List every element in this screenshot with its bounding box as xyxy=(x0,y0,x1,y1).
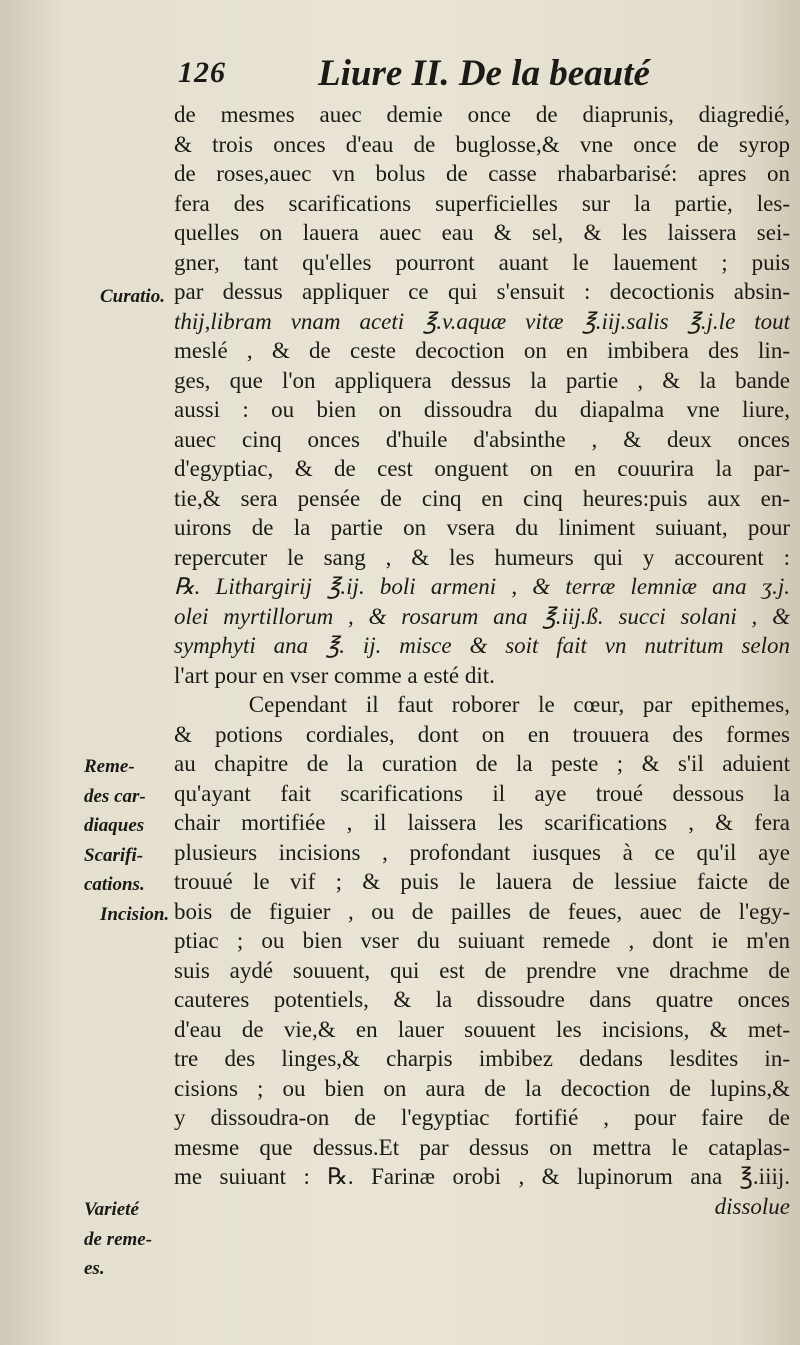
text-line: olei myrtillorum , & rosarum ana ℥.iij.ß. succi solani , & xyxy=(174,603,790,629)
text-line: de mesmes auec demie once de diaprunis, diagredié, xyxy=(174,102,790,127)
text-line: ℞. Lithargirij ℥.ij. boli armeni , & terræ lemniæ ana ʒ.j. xyxy=(174,574,790,599)
margin-note-line: cations. xyxy=(84,874,145,895)
running-title: Liure II. De la beauté xyxy=(318,53,650,94)
text-line: plusieurs incisions , profondant iusques à ce qu'il aye xyxy=(174,839,790,865)
text-line: qu'ayant fait scarifications il aye troué dessous la xyxy=(174,780,790,806)
margin-note-variete xyxy=(0,1195,172,1284)
margin-note-line: Curatio. xyxy=(100,286,165,307)
text-line: ges, que l'on appliquera dessus la partie , & la bande xyxy=(174,367,790,393)
margin-note-remedes xyxy=(0,752,172,929)
margin-note-curatio xyxy=(0,282,172,312)
catchword: dissolue xyxy=(714,1193,790,1219)
text-line: & trois onces d'eau de buglosse,& vne once de syrop xyxy=(174,131,790,157)
text-line: quelles on lauera auec eau & sel, & les laissera sei- xyxy=(174,220,790,245)
text-line: cisions ; ou bien on aura de la decoction de lupins,& xyxy=(174,1075,790,1101)
text-line: y dissoudra-on de l'egyptiac fortifié , pour faire de xyxy=(174,1105,790,1130)
text-line: d'egyptiac, & de cest onguent on en couurira la par- xyxy=(174,456,790,481)
text-line: mesme que dessus.Et par dessus on mettra le cataplas- xyxy=(174,1134,790,1160)
text-line: uirons de la partie on vsera du liniment suiuant, pour xyxy=(174,515,790,540)
text-line: chair mortifiée , il laissera les scarifications , & fera xyxy=(174,810,790,835)
text-line: & potions cordiales, dont on en trouuera des formes xyxy=(174,721,790,747)
text-line: trouué le vif ; & puis le lauera de lessiue faicte de xyxy=(174,869,790,894)
text-line: meslé , & de ceste decoction on en imbibera des lin- xyxy=(174,338,790,363)
text-line: ptiac ; ou bien vser du suiuant remede , dont ie m'en xyxy=(174,928,790,953)
text-line: cauteres potentiels, & la dissoudre dans quatre onces xyxy=(174,987,790,1012)
text-line: par dessus appliquer ce qui s'ensuit : decoctionis absin- xyxy=(174,279,790,304)
text-line: l'art pour en vser comme a esté dit. xyxy=(174,662,495,688)
text-line: gner, tant qu'elles pourront auant le lauement ; puis xyxy=(174,249,790,275)
text-line: fera des scarifications superficielles sur la partie, les- xyxy=(174,190,790,216)
text-line: me suiuant : ℞. Farinæ orobi , & lupinorum ana ℥.iiij. xyxy=(174,1164,790,1189)
page-header xyxy=(178,52,740,96)
text-line: auec cinq onces d'huile d'absinthe , & deux onces xyxy=(174,426,790,452)
margin-note-line: diaques xyxy=(84,815,145,836)
text-line: symphyti ana ℥. ij. misce & soit fait vn nutritum selon xyxy=(174,633,790,658)
body-text xyxy=(174,100,790,1221)
margin-note-line: Reme- xyxy=(84,756,135,777)
margin-note-line: de reme- xyxy=(84,1228,153,1250)
text-line: repercuter le sang , & les humeurs qui y accourent : xyxy=(174,544,790,570)
margin-note-line: Scarifi- xyxy=(84,844,144,866)
margin-note-line: Varieté xyxy=(84,1199,139,1220)
text-line: aussi : ou bien on dissoudra du diapalma vne liure, xyxy=(174,397,790,422)
text-line: thij,libram vnam aceti ℥.v.aquæ vitæ ℥.iij.salis ℥.j.le tout xyxy=(174,308,790,334)
margin-note-line: Incision. xyxy=(100,903,170,925)
text-line: Cependant il faut roborer le cœur, par epithemes, xyxy=(174,692,790,717)
text-line: bois de figuier , ou de pailles de feues, auec de l'egy- xyxy=(174,898,790,924)
text-line: tre des linges,& charpis imbibez dedans lesdites in- xyxy=(174,1046,790,1071)
text-line: de roses,auec vn bolus de casse rhabarbarisé: apres on xyxy=(174,161,790,186)
page-number: 126 xyxy=(178,56,226,89)
margin-note-line: es. xyxy=(84,1258,105,1279)
text-line: au chapitre de la curation de la peste ; & s'il aduient xyxy=(174,751,790,776)
margin-note-line: des car- xyxy=(84,785,146,807)
text-line: suis aydé souuent, qui est de prendre vne drachme de xyxy=(174,957,790,983)
text-line: tie,& sera pensée de cinq en cinq heures:puis aux en- xyxy=(174,485,790,511)
text-line: d'eau de vie,& en lauer souuent les incisions, & met- xyxy=(174,1016,790,1042)
